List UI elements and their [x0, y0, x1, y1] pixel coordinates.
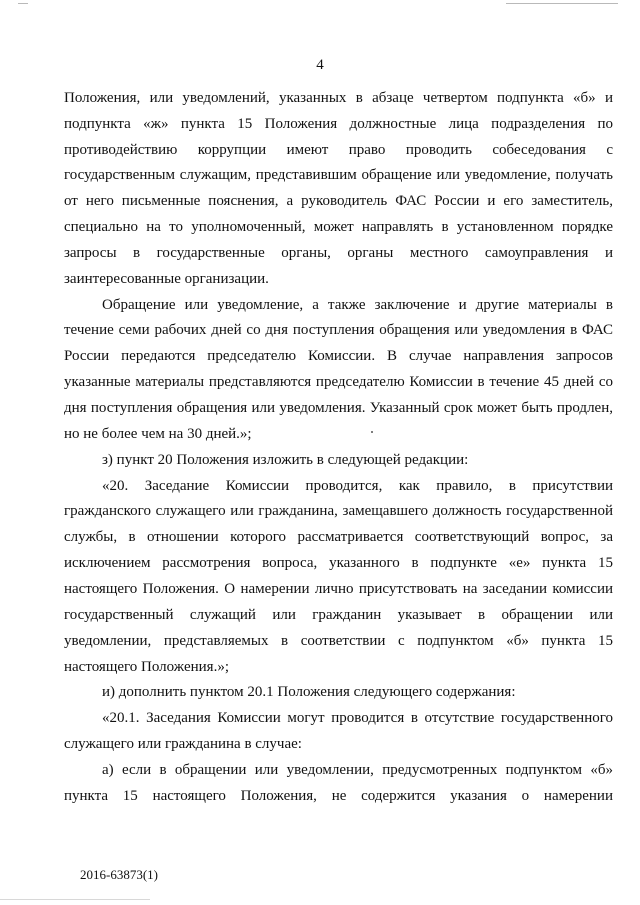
- text-line: настоящего Положения.»;: [64, 659, 229, 675]
- text-line: государственным служащим, представившим обращение или уведомление, получать: [64, 167, 613, 183]
- text-line: заинтересованные организации.: [64, 271, 269, 287]
- text-line: исключением рассмотрения вопроса, указанного в подпункте «е» пункта 15: [64, 555, 613, 571]
- text-line: государственный служащий или гражданин указывает в обращении или: [64, 607, 613, 623]
- scan-artifact-line: [506, 3, 618, 4]
- text-line: России передаются председателю Комиссии. В случае направления запросов: [64, 348, 613, 364]
- text-line: от него письменные пояснения, а руководитель ФАС России и его заместитель,: [64, 193, 613, 209]
- paragraph-first-line: «20. Заседание Комиссии проводится, как правило, в присутствии: [102, 478, 613, 494]
- scan-artifact-line: [0, 899, 150, 900]
- text-line: дня поступления обращения или уведомления. Указанный срок может быть продлен,: [64, 400, 613, 416]
- text-line: течение семи рабочих дней со дня поступления обращения или уведомления в ФАС: [64, 322, 613, 338]
- paragraph-first-line: Обращение или уведомление, а также заключение и другие материалы в: [102, 297, 613, 313]
- text-line: уведомлении, представляемых в соответствии с подпунктом «б» пункта 15: [64, 633, 613, 649]
- text-line: но не более чем на 30 дней.»;: [64, 426, 252, 442]
- text-line: гражданского служащего или гражданина, замещавшего должность государственной: [64, 503, 613, 519]
- page-number: 4: [316, 57, 324, 73]
- scan-artifact-line: [18, 3, 28, 4]
- paragraph-first-line: а) если в обращении или уведомлении, предусмотренных подпунктом «б»: [102, 762, 613, 778]
- scan-speck: [371, 431, 373, 433]
- text-line: Положения, или уведомлений, указанных в абзаце четвертом подпункта «б» и: [64, 90, 613, 106]
- text-line: указанные материалы представляются председателю Комиссии в течение 45 дней со: [64, 374, 613, 390]
- text-line: службы, в отношении которого рассматривается соответствующий вопрос, за: [64, 529, 613, 545]
- paragraph-first-line: «20.1. Заседания Комиссии могут проводится в отсутствие государственного: [102, 710, 613, 726]
- paragraph-first-line: и) дополнить пунктом 20.1 Положения следующего содержания:: [102, 684, 516, 700]
- text-line: настоящего Положения. О намерении лично присутствовать на заседании комиссии: [64, 581, 613, 597]
- text-line: пункта 15 настоящего Положения, не содержится указания о намерении: [64, 788, 613, 804]
- text-line: служащего или гражданина в случае:: [64, 736, 302, 752]
- text-line: подпункта «ж» пункта 15 Положения должностные лица подразделения по: [64, 116, 613, 132]
- text-line: запросы в государственные органы, органы местного самоуправления и: [64, 245, 613, 261]
- paragraph-first-line: з) пункт 20 Положения изложить в следующей редакции:: [102, 452, 469, 468]
- document-code: 2016-63873(1): [80, 867, 158, 882]
- text-line: противодействию коррупции имеют право проводить собеседования с: [64, 142, 613, 158]
- text-line: специально на то уполномоченный, может направлять в установленном порядке: [64, 219, 613, 235]
